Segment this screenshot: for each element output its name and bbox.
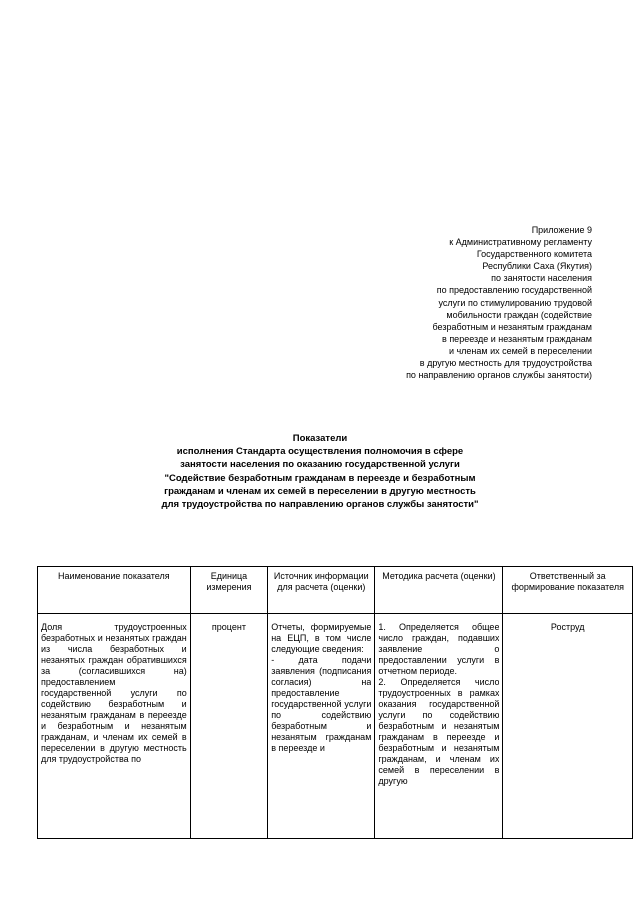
cell-text: 1. Определяется общее число граждан, подавших заявление о предоставлении услуги в отчетном периоде. 2. Определяется число трудоустроенных в рамках оказания государственной услуги по содействию безработным и незанятым гражданам в переезде и безработным и незанятым гражданам, и членам их семей в переселении в другую xyxy=(378,622,500,786)
title-line: исполнения Стандарта осуществления полномочия в сфере xyxy=(176,446,464,458)
header-responsible: Ответственный за формирование показателя xyxy=(503,567,633,614)
cell-indicator-name xyxy=(38,614,191,839)
table-row xyxy=(38,614,633,839)
cell-unit xyxy=(190,614,267,839)
header-indicator-name: Наименование показателя xyxy=(38,567,191,614)
table-header-row xyxy=(38,567,633,614)
title-line: занятости населения по оказанию государственной услуги xyxy=(180,459,460,471)
document-title xyxy=(150,432,490,511)
cell-text: Роструд xyxy=(550,622,585,632)
appendix-reference: Приложение 9 к Административному регламенту Государственного комитета Республики Саха (Якутия) по занятости населения по предоставлению государственной услуги по стимулированию трудовой мобильности граждан (содействие безработным и незанятым гражданам в переезде и незанятым гражданам и членам их семей в переселении в другую местность для трудоустройства по направлению органов службы занятости) xyxy=(406,225,592,381)
title-line: гражданам и членам их семей в переселении в другую местность xyxy=(164,485,476,497)
header-source: Источник информации для расчета (оценки) xyxy=(268,567,375,614)
cell-responsible xyxy=(503,614,633,839)
header-method: Методика расчета (оценки) xyxy=(375,567,503,614)
title-line: Показатели xyxy=(292,433,348,444)
cell-text: процент xyxy=(211,622,246,632)
cell-text: Доля трудоустроенных безработных и незанятых граждан из числа безработных и незанятых граждан обратившихся за (согласившихся на) предоставлением государственной услуги по содействию безработным и незанятым гражданам в переезде и безработным и незанятым гражданам, и членам их семей в переселении в другую местность для трудоустройства по xyxy=(41,622,187,764)
cell-text: Отчеты, формируемые на ЕЦП, в том числе следующие сведения: - дата подачи заявления (подписания согласия) на предоставление государственной услуги по содействию безработным и незанятым гражданам в переезде и xyxy=(271,622,372,753)
title-line: для трудоустройства по направлению органов службы занятости" xyxy=(161,499,479,511)
cell-source xyxy=(268,614,375,839)
header-unit: Единица измерения xyxy=(190,567,267,614)
cell-method xyxy=(375,614,503,839)
title-line: "Содействие безработным гражданам в переезде и безработным xyxy=(164,472,476,484)
indicators-table xyxy=(37,566,633,839)
